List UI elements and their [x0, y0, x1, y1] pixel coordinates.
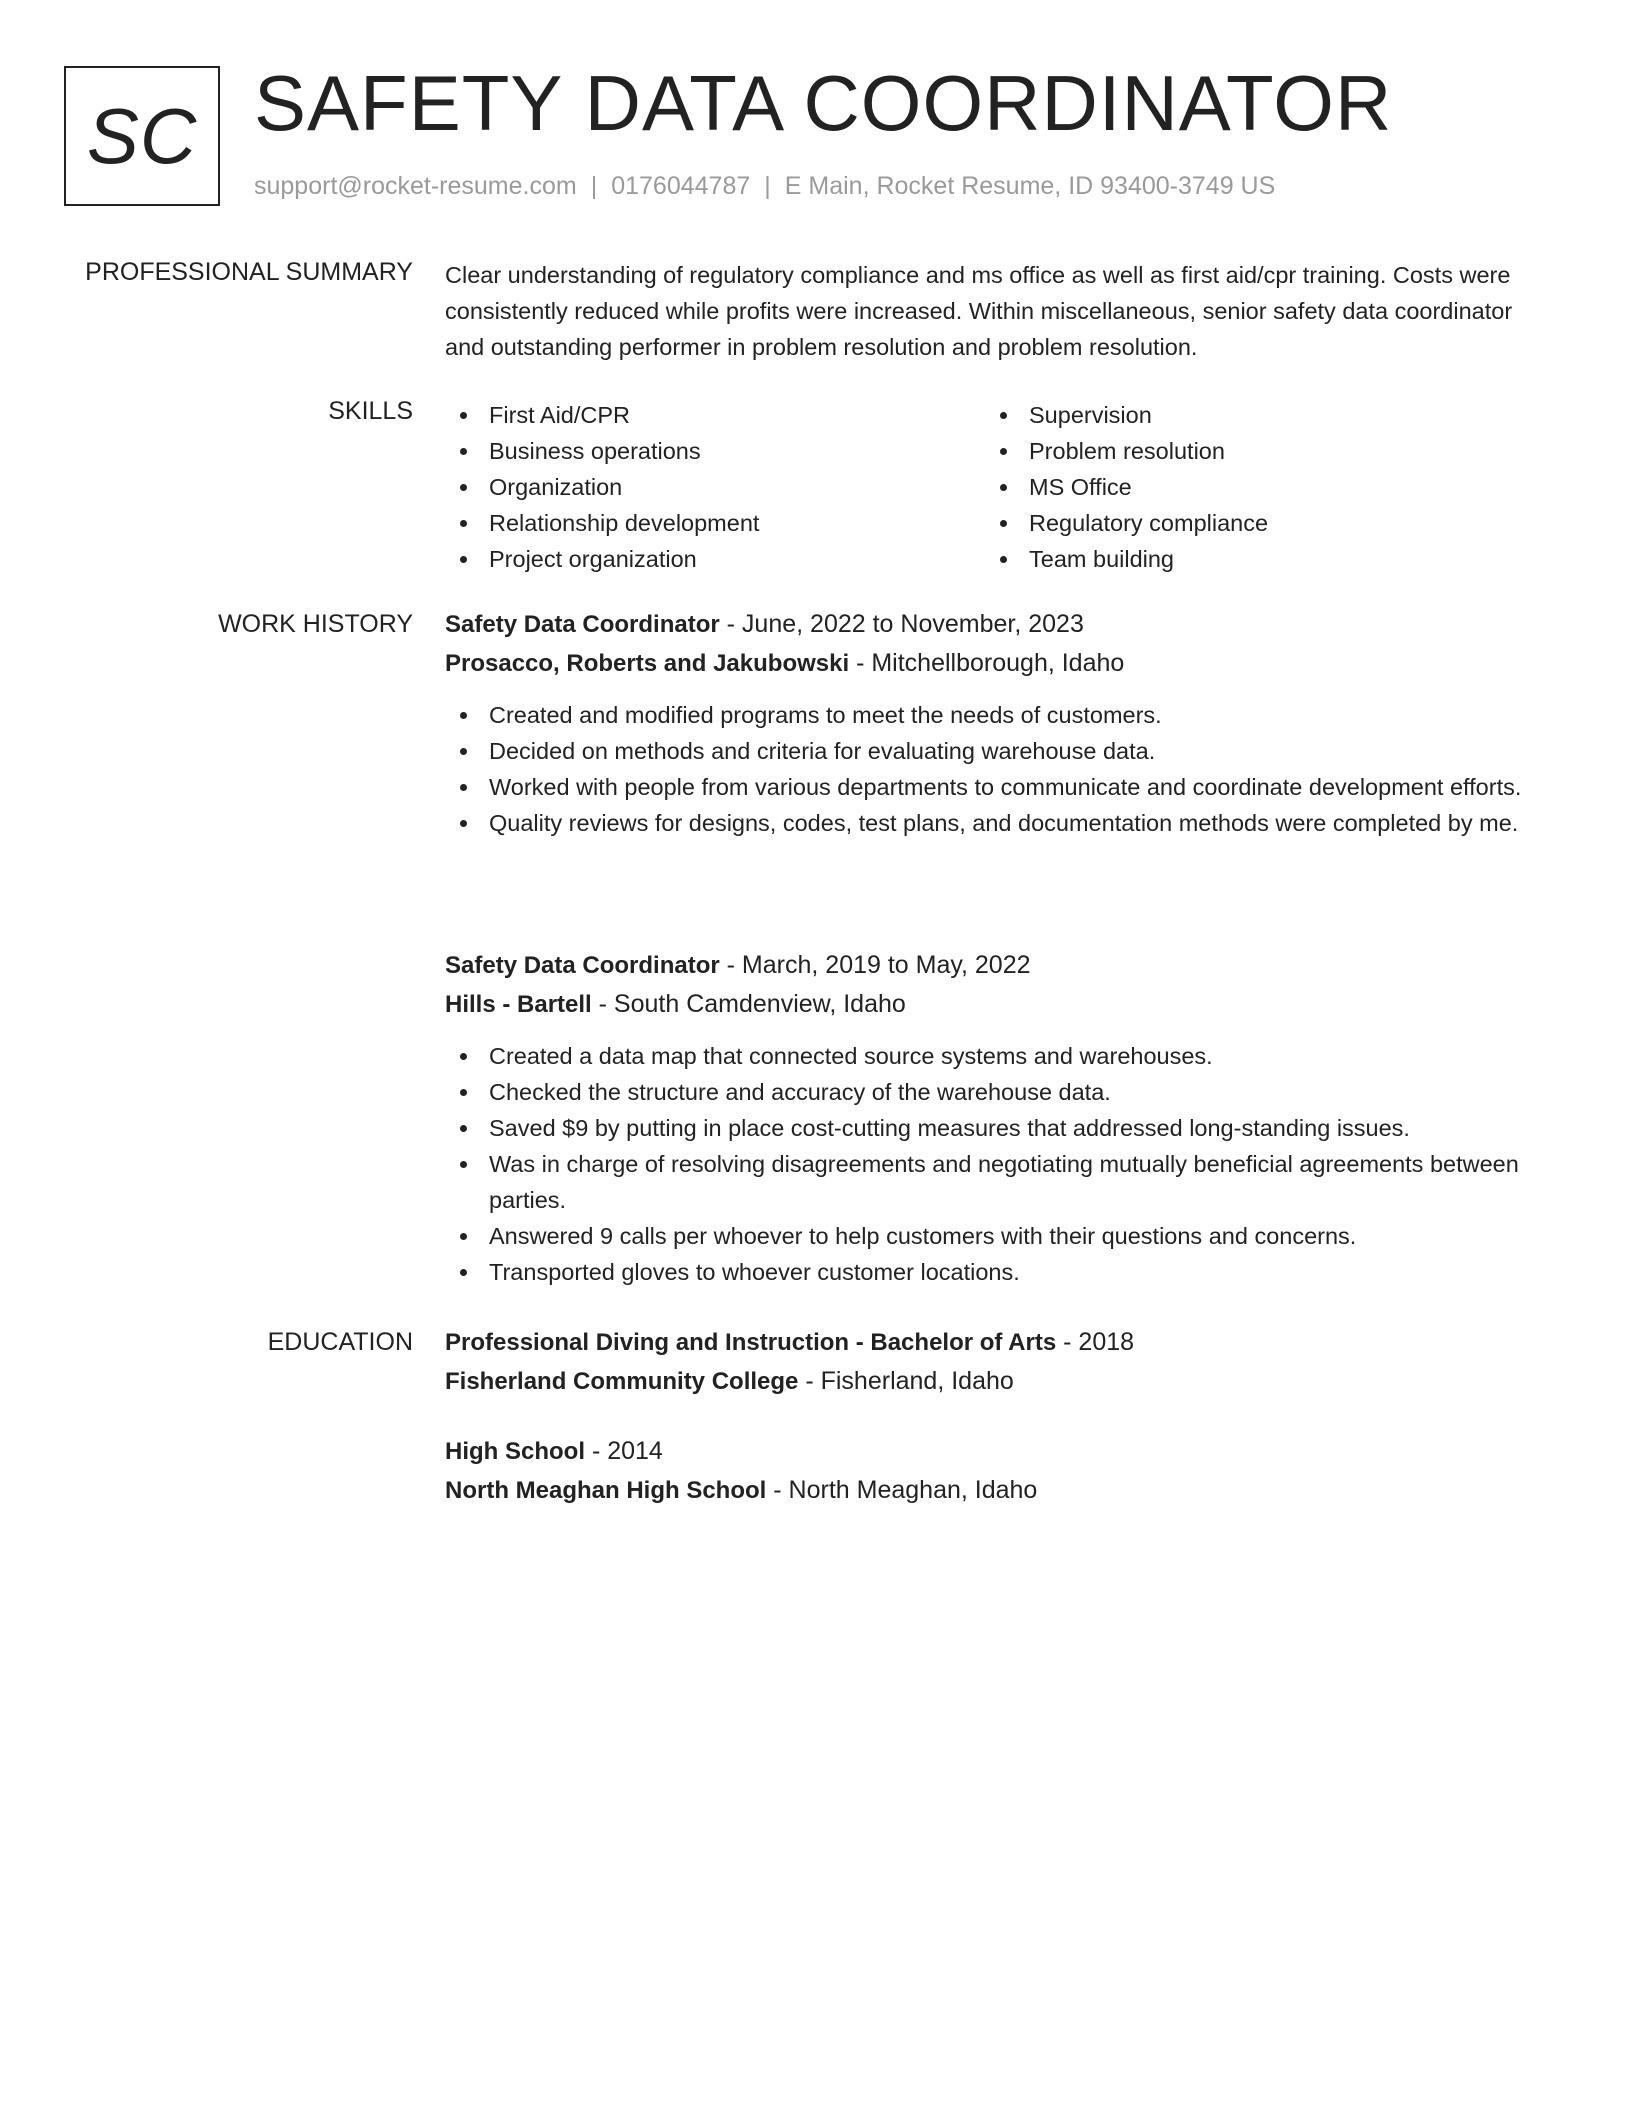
job-entry	[445, 946, 1525, 1290]
contact-separator: |	[764, 172, 771, 200]
job-company: Hills - Bartell	[445, 991, 592, 1018]
contact-email[interactable]: support@rocket-resume.com	[254, 172, 577, 200]
job-title-line	[445, 946, 1525, 985]
skill-item: Supervision	[985, 397, 1525, 433]
job-bullet: Was in charge of resolving disagreements and negotiating mutually beneficial agreements between parties.	[445, 1146, 1525, 1218]
education-entry	[445, 1432, 1525, 1510]
education-year: - 2018	[1056, 1328, 1135, 1356]
education-school-line	[445, 1362, 1525, 1401]
page-title: SAFETY DATA COORDINATOR	[254, 59, 1393, 147]
job-bullet: Created a data map that connected source systems and warehouses.	[445, 1038, 1525, 1074]
skills-list-right	[985, 397, 1525, 577]
education-school: North Meaghan High School	[445, 1477, 767, 1504]
education-degree: High School	[445, 1438, 585, 1465]
section-label-skills: SKILLS	[328, 397, 413, 425]
job-location: - South Camdenview, Idaho	[591, 990, 906, 1018]
education-location: - North Meaghan, Idaho	[766, 1476, 1038, 1504]
section-label-summary: PROFESSIONAL SUMMARY	[85, 258, 413, 286]
job-bullet: Created and modified programs to meet the needs of customers.	[445, 697, 1525, 733]
job-bullets	[445, 1038, 1525, 1290]
job-title: Safety Data Coordinator	[445, 952, 720, 979]
skill-item: Team building	[985, 541, 1525, 577]
job-company-line	[445, 644, 1525, 683]
job-entry	[445, 605, 1525, 841]
job-title-line	[445, 605, 1525, 644]
skill-item: Project organization	[445, 541, 985, 577]
job-location: - Mitchellborough, Idaho	[849, 649, 1125, 677]
education-school-line	[445, 1471, 1525, 1510]
job-bullet: Answered 9 calls per whoever to help customers with their questions and concerns.	[445, 1218, 1525, 1254]
job-company: Prosacco, Roberts and Jakubowski	[445, 650, 850, 677]
job-bullet: Transported gloves to whoever customer locations.	[445, 1254, 1525, 1290]
contact-phone[interactable]: 0176044787	[611, 172, 751, 200]
education-degree-line	[445, 1432, 1525, 1471]
skill-item: First Aid/CPR	[445, 397, 985, 433]
education-school: Fisherland Community College	[445, 1368, 799, 1395]
contact-line	[254, 172, 1275, 201]
section-label-work-history: WORK HISTORY	[218, 610, 413, 638]
section-label-education: EDUCATION	[267, 1328, 413, 1356]
skill-item: Organization	[445, 469, 985, 505]
job-bullet: Checked the structure and accuracy of the warehouse data.	[445, 1074, 1525, 1110]
skills-list-left	[445, 397, 985, 577]
skill-item: MS Office	[985, 469, 1525, 505]
job-dates: - March, 2019 to May, 2022	[719, 951, 1031, 979]
monogram-logo: SC	[64, 66, 220, 206]
job-company-line	[445, 985, 1525, 1024]
education-degree: Professional Diving and Instruction - Bachelor of Arts	[445, 1329, 1057, 1356]
summary-text: Clear understanding of regulatory compliance and ms office as well as first aid/cpr training. Costs were consistently reduced while profits were increased. Within miscellaneous, senior safety data coordinator and outstanding performer in problem resolution and problem resolution.	[445, 262, 1513, 360]
summary-section	[445, 257, 1525, 365]
education-location: - Fisherland, Idaho	[798, 1367, 1014, 1395]
skill-item: Business operations	[445, 433, 985, 469]
skill-item: Regulatory compliance	[985, 505, 1525, 541]
job-bullets	[445, 697, 1525, 841]
education-degree-line	[445, 1323, 1525, 1362]
skill-item: Problem resolution	[985, 433, 1525, 469]
job-dates: - June, 2022 to November, 2023	[719, 610, 1084, 638]
job-bullet: Worked with people from various departments to communicate and coordinate development efforts.	[445, 769, 1525, 805]
job-bullet: Quality reviews for designs, codes, test plans, and documentation methods were completed by me.	[445, 805, 1525, 841]
job-title: Safety Data Coordinator	[445, 611, 720, 638]
skills-grid	[445, 397, 1525, 577]
job-bullet: Saved $9 by putting in place cost-cutting measures that addressed long-standing issues.	[445, 1110, 1525, 1146]
contact-address: E Main, Rocket Resume, ID 93400-3749 US	[784, 172, 1276, 200]
job-bullet: Decided on methods and criteria for evaluating warehouse data.	[445, 733, 1525, 769]
skills-section	[445, 397, 1525, 577]
contact-separator: |	[590, 172, 598, 200]
skill-item: Relationship development	[445, 505, 985, 541]
education-entry	[445, 1323, 1525, 1401]
education-year: - 2014	[585, 1437, 663, 1465]
